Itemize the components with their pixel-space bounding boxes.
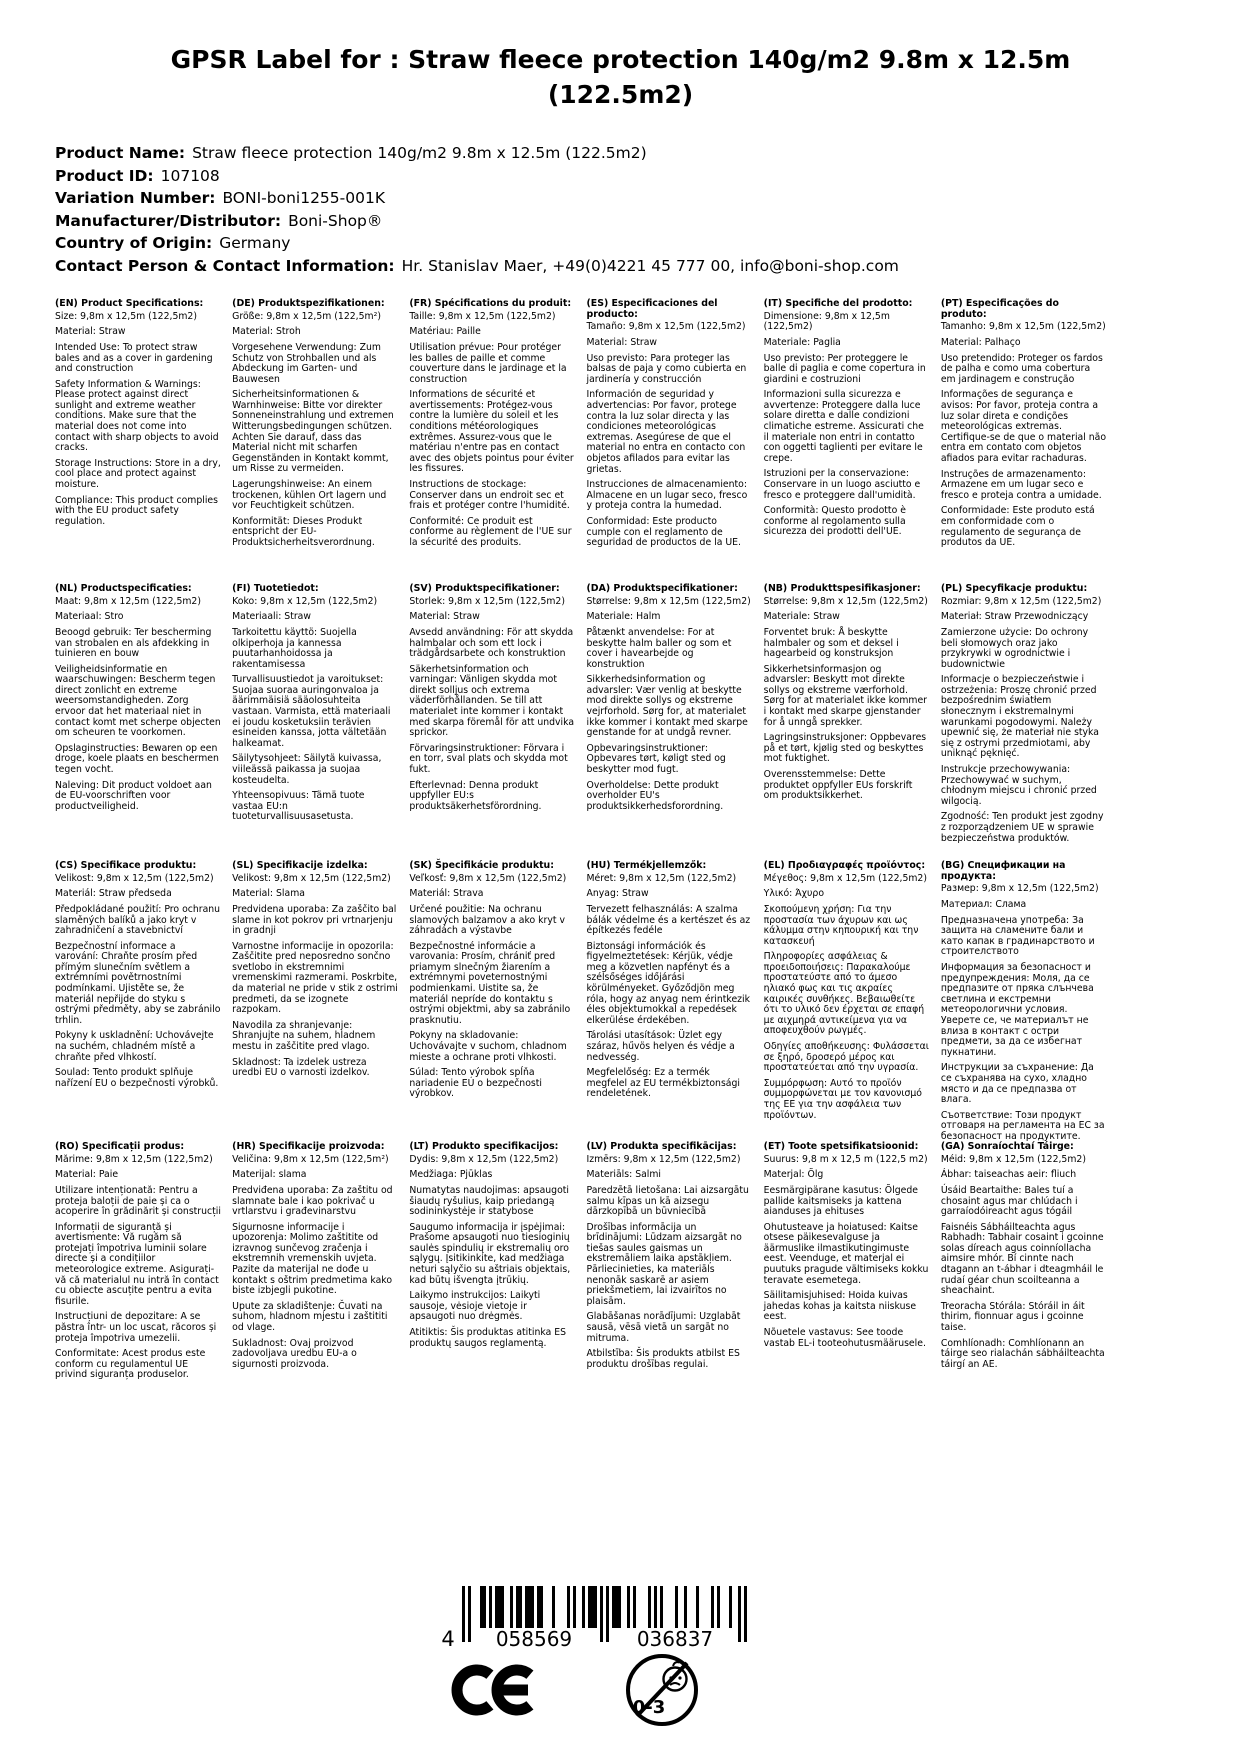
spec-paragraph: Material: Straw (55, 326, 126, 338)
spec-paragraph: Material: Straw (586, 337, 658, 349)
spec-paragraph: Ohutusteave ja hoiatused: Kaitse otsese päikesevalguse ja äärmuslike ilmastikutingimuste eest. Veenduge, et materjal ei puutuks pragude vältimiseks kokku teravate esemetega. (763, 1221, 929, 1286)
spec-paragraph: Uso pretendido: Proteger os fardos de palha e como uma cobertura em jardinagem e construção (940, 352, 1103, 385)
spec-paragraph: Atitiktis: Šis produktas atitinka ES produktų saugos reglamentą. (409, 1327, 567, 1349)
spec-paragraph: Sikkerhedsinformation og advarsler: Vær venlig at beskytte mod direkte sollys og ekstreme vejrforhold. Sørg for, at materialet ikke kommer i kontakt med skarpe genstande for at undgå revner. (586, 674, 748, 739)
spec-paragraph: Material: Straw (409, 611, 480, 623)
spec-paragraph: Tarkoitettu käyttö: Suojella olkiperhoja ja kannessa puutarhanhoidossa ja rakentamisessa (232, 626, 357, 670)
spec-block-body (941, 884, 1107, 1142)
spec-block-body (232, 874, 398, 1079)
spec-paragraph: Συμμόρφωση: Αυτό το προϊόν συμμορφώνεται με τον κανονισμό της ΕΕ για την ασφάλεια των προϊόντων. (763, 1077, 922, 1121)
spec-paragraph: Overholdelse: Dette produkt overholder EU's produktsikkerhedsforordning. (586, 779, 724, 812)
spec-paragraph: Información de seguridad y advertencias: Por favor, protege contra la luz solar directa y las condiciones meteorológicas extremas. Asegúrese de que el material no entra en contacto con objetos afilados para evitar las grietas. (586, 389, 746, 475)
product-info-row (55, 255, 899, 278)
spec-block-body (587, 874, 753, 1100)
spec-paragraph: Størrelse: 9,8m x 12,5m (122,5m2) (586, 595, 751, 607)
language-spec-block (232, 861, 398, 1084)
spec-paragraph: Uso previsto: Para proteger las balsas de paja y como cubierta en jardinería y construcción (586, 352, 747, 385)
spec-block-body (232, 597, 398, 823)
spec-paragraph: Instrucțiuni de depozitare: A se păstra într- un loc uscat, răcoros și proteja împotriva umezelii. (55, 1311, 217, 1344)
language-spec-block (764, 299, 930, 543)
language-spec-block (941, 299, 1107, 554)
spec-paragraph: Materiał: Straw Przewodniczący (940, 611, 1089, 623)
spec-block-header: (SL) Specifikacije izdelka: (232, 860, 368, 871)
spec-paragraph: Medžiaga: Pjūklas (409, 1169, 493, 1181)
spec-paragraph: Velikost: 9,8m x 12,5m (122,5m2) (55, 872, 214, 884)
spec-paragraph: Uso previsto: Per proteggere le balle di paglia e come copertura in giardini e costruzioni (763, 352, 926, 385)
product-info-row (55, 142, 899, 165)
barcode-lead-digit: 4 (441, 1627, 455, 1651)
spec-paragraph: Skladnost: Ta izdelek ustreza uredbi EU o varnosti izdelkov. (232, 1056, 370, 1079)
spec-block-body (55, 597, 221, 813)
language-spec-block (232, 1142, 398, 1375)
language-spec-block (409, 299, 575, 554)
spec-block-header: (SK) Špecifikácie produktu: (409, 860, 554, 871)
language-spec-block (409, 1142, 575, 1354)
spec-paragraph: Opslaginstructies: Bewaren op een droge, koele plaats en beschermen tegen vocht. (55, 742, 219, 776)
language-spec-block (941, 861, 1107, 1148)
spec-paragraph: Vorgesehene Verwendung: Zum Schutz von Strohballen und als Abdeckung im Garten- und Bauwesen (232, 341, 381, 385)
spec-paragraph: Informacje o bezpieczeństwie i ostrzeżenia: Proszę chronić przed bezpośrednim światłem słonecznym i ekstremalnymi warunkami pogodowymi. Należy upewnić się, że materiał nie styka się z ostrymi przedmiotami, aby uniknąć pęknięć. (940, 674, 1099, 760)
language-spec-block (764, 1142, 930, 1354)
product-info-value: Germany (219, 234, 291, 252)
spec-paragraph: Saugumo informacija ir įspėjimai: Prašome apsaugoti nuo tiesioginių saulės spindulių ir ekstremalių oro sąlygų. Įsitikinkite, kad medžiaga neturi sąlyčio su aštriais objektais, kad būtų išvengta įtrūkių. (409, 1221, 571, 1286)
spec-paragraph: Størrelse: 9,8m x 12,5m (122,5m2) (763, 595, 928, 607)
spec-block-body (55, 874, 221, 1090)
language-spec-block (232, 299, 398, 554)
language-spec-block (55, 1142, 221, 1386)
spec-paragraph: Laikymo instrukcijos: Laikyti sausoje, vėsioje vietoje ir apsaugoti nuo drėgmės. (409, 1290, 541, 1323)
spec-paragraph: Materjal: Õlg (763, 1169, 824, 1181)
spec-paragraph: Instructions de stockage: Conserver dans un endroit sec et frais et protéger contre l'humidité. (409, 479, 570, 512)
spec-paragraph: Storage Instructions: Store in a dry, cool place and protect against moisture. (55, 457, 221, 491)
spec-paragraph: Compliance: This product complies with the EU product safety regulation. (55, 494, 218, 527)
spec-paragraph: Bezpečnostné informácie a varovania: Prosím, chrániť pred priamym slnečným žiarením a extrémnymi poveternostnými podmienkami. Uistite sa, že materiál nepríde do kontaktu s ostrými objektmi, aby sa zabránilo prasknutiu. (409, 940, 571, 1026)
spec-paragraph: Predvidena uporaba: Za zaščito bal slame in kot pokrov pri vrtnarjenju in gradnji (232, 903, 397, 937)
spec-paragraph: Biztonsági információk és figyelmeztetések: Kérjük, védje meg a közvetlen napfényt és a szélsőséges időjárási körülményeket. Győződjön meg róla, hogy az anyag nem érintkezik éles objektumokkal a repedések elkerülése érdekében. (586, 940, 751, 1026)
spec-paragraph: Πληροφορίες ασφάλειας & προειδοποιήσεις: Παρακαλούμε προστατεύστε από το άμεσο ηλιακό φως και τις ακραίες καιρικές συνθήκες. Βεβαιωθείτε ότι το υλικό δεν έρχεται σε επαφή με αιχμηρά αντικείμενα για να αποφευχθούν ρωγμές. (763, 951, 925, 1037)
product-info-row (55, 187, 899, 210)
spec-paragraph: Utilisation prévue: Pour protéger les balles de paille et comme couverture dans le jardinage et la construction (409, 341, 567, 385)
spec-paragraph: Treoracha Stórála: Stóráil in áit thirim, fionnuar agus i gcoinne taise. (940, 1300, 1085, 1334)
spec-paragraph: Инструкции за съхранение: Да се съхранява на сухо, хладно място и да се предпазва от влага. (940, 1062, 1094, 1106)
spec-block-body (409, 312, 575, 549)
spec-paragraph: Beoogd gebruik: Ter bescherming van strobalen en als afdekking in tuinieren en bouw (55, 626, 212, 660)
age-warning-0-3-icon (622, 1650, 702, 1730)
spec-paragraph: Intended Use: To protect straw bales and as a cover in gardening and construction (55, 341, 213, 375)
spec-block-body (409, 1155, 575, 1350)
ean13-barcode (432, 1586, 752, 1656)
spec-block-body (941, 1155, 1107, 1371)
spec-paragraph: Lagerungshinweise: An einem trockenen, kühlen Ort lagern und vor Feuchtigkeit schützen. (232, 479, 387, 512)
spec-paragraph: Drošības informācija un brīdinājumi: Lūdzam aizsargāt no tiešas saules gaismas un ekstremāliem laika apstākļiem. Pārliecinieties, ka materiāls nenonāk saskarē ar asiem priekšmetiem, lai izvairītos no plaisām. (586, 1221, 742, 1307)
spec-paragraph: Informazioni sulla sicurezza e avvertenze: Proteggere dalla luce solare diretta e dalle condizioni climatiche estreme. Assicurati che il materiale non entri in contatto con oggetti taglienti per evitare le crepe. (763, 389, 924, 464)
spec-paragraph: Súlad: Tento výrobok spĺňa nariadenie EÚ o bezpečnosti výrobkov. (409, 1067, 542, 1100)
page-title: GPSR Label for : Straw fleece protection 140g/m2 9.8m x 12.5m (122.5m2) (170, 45, 1071, 109)
spec-paragraph: Lagringsinstruksjoner: Oppbevares på et tørt, kjølig sted og beskyttes mot fuktighet. (763, 732, 927, 765)
spec-paragraph: Koko: 9,8m x 12,5m (122,5m2) (232, 595, 378, 607)
spec-block-header: (NL) Productspecificaties: (55, 583, 192, 594)
spec-paragraph: Efterlevnad: Denna produkt uppfyller EU:s produktsäkerhetsförordning. (409, 779, 542, 812)
spec-paragraph: Tamanho: 9,8m x 12,5m (122,5m2) (940, 321, 1106, 333)
product-info-value: Hr. Stanislav Maer, +49(0)4221 45 777 00, info@boni-shop.com (401, 256, 899, 275)
spec-paragraph: Pokyny k uskladnění: Uchovávejte na suchém, chladném místě a chraňte před vlhkostí. (55, 1030, 214, 1063)
spec-block-header: (DA) Produktspecifikationer: (586, 583, 738, 594)
ce-mark-icon (450, 1662, 538, 1718)
spec-block-header: (CS) Specifikace produktu: (55, 860, 197, 871)
spec-block-body (764, 1155, 930, 1350)
spec-paragraph: Méret: 9,8m x 12,5m (122,5m2) (586, 872, 737, 884)
spec-paragraph: Dydis: 9,8m x 12,5m (122,5m2) (409, 1153, 559, 1165)
spec-paragraph: Instrukcje przechowywania: Przechowywać w suchym, chłodnym miejscu i chronić przed wilgocią. (940, 764, 1097, 807)
spec-paragraph: Instrucciones de almacenamiento: Almacene en un lugar seco, fresco y proteja contra la humedad. (586, 479, 748, 512)
spec-paragraph: Sukladnost: Ovaj proizvod zadovoljava uredbu EU-a o sigurnosti proizvoda. (232, 1337, 357, 1370)
spec-paragraph: Eesmärgipärane kasutus: Õlgede pallide kaitsmiseks ja kattena aianduses ja ehituses (763, 1184, 918, 1218)
spec-block-header: (RO) Specificații produs: (55, 1141, 185, 1152)
spec-paragraph: Conformidad: Este producto cumple con el reglamento de seguridad de productos de la UE. (586, 515, 741, 549)
product-info-label: Product ID: (55, 166, 154, 185)
spec-block-body (409, 597, 575, 813)
spec-block-body (55, 1155, 221, 1381)
spec-paragraph: Konformität: Dieses Produkt entspricht der EU-Produktsicherheitsverordnung. (232, 515, 375, 548)
spec-paragraph: Material: Paie (55, 1169, 119, 1181)
spec-paragraph: Úsáid Beartaithe: Bales tuí a chosaint agus mar chlúdach i garraíodóireacht agus tógáil (940, 1184, 1078, 1218)
spec-paragraph: Materiale: Straw (763, 611, 840, 623)
language-spec-block (764, 861, 930, 1126)
product-info-value: Boni-Shop® (288, 211, 383, 230)
spec-block-header: (PL) Specyfikacje produktu: (940, 583, 1088, 594)
ce-letter-c (457, 1670, 490, 1710)
spec-paragraph: Paredzētā lietošana: Lai aizsargātu salmu kīpas un kā aizsegu dārzkopībā un būvniecībā (586, 1184, 749, 1218)
spec-paragraph: Sicherheitsinformationen & Warnhinweise: Bitte vor direkter Sonneneinstrahlung und extremen Witterungsbedingungen schützen. Achten Sie darauf, dass das Material nicht mit scharfen Gegenständen in Kontakt kommt, um Risse zu vermeiden. (232, 389, 394, 475)
spec-paragraph: Anyag: Straw (586, 888, 649, 900)
spec-paragraph: Yhteensopivuus: Tämä tuote vastaa EU:n tuoteturvallisuusasetusta. (232, 790, 365, 823)
spec-paragraph: Ábhar: taiseachas aeir: fliuch (940, 1169, 1077, 1181)
spec-paragraph: Materiale: Paglia (763, 336, 841, 348)
spec-paragraph: Conformidade: Este produto está em conformidade com o regulamento de segurança de produtos da UE. (940, 505, 1095, 549)
product-info-value: BONI-boni1255-001K (222, 189, 385, 207)
spec-paragraph: Conformité: Ce produit est conforme au règlement de l'UE sur la sécurité des produits. (409, 515, 572, 548)
spec-paragraph: Maat: 9,8m x 12,5m (122,5m2) (55, 595, 201, 607)
language-spec-block (764, 584, 930, 807)
spec-paragraph: Avsedd användning: För att skydda halmbalar och som ett lock i trädgårdsarbete och konstruktion (409, 626, 574, 660)
spec-paragraph: Taille: 9,8m x 12,5m (122,5m2) (409, 310, 556, 322)
spec-paragraph: Storlek: 9,8m x 12,5m (122,5m2) (409, 595, 565, 607)
spec-block-header: (EN) Product Specifications: (55, 298, 204, 309)
spec-paragraph: Materiaal: Stro (55, 611, 124, 623)
spec-paragraph: Säilitamisjuhised: Hoida kuivas jahedas kohas ja kaitsta niiskuse eest. (763, 1290, 917, 1323)
spec-paragraph: Istruzioni per la conservazione: Conservare in un luogo asciutto e fresco e proteggere dall'umidità. (763, 468, 921, 501)
spec-block-header: (NB) Produkttspesifikasjoner: (763, 583, 921, 594)
spec-paragraph: Nõuetele vastavus: See toode vastab EL-i tooteohutusmäärusele. (763, 1327, 926, 1349)
spec-paragraph: Forventet bruk: Å beskytte halmbaler og som et deksel i hagearbeid og konstruksjon (763, 626, 899, 660)
spec-block-body (587, 1155, 753, 1371)
spec-paragraph: Comhlíonadh: Comhlíonann an táirge seo rialachán sábháilteachta táirgí an AE. (940, 1337, 1105, 1370)
spec-paragraph: Material: Stroh (232, 326, 301, 338)
spec-block-header: (IT) Specifiche del prodotto: (763, 298, 913, 309)
spec-paragraph: Größe: 9,8m x 12,5m (122,5m²) (232, 310, 381, 322)
spec-block-header: (LT) Produkto specifikacijos: (409, 1141, 559, 1152)
spec-block-body (232, 312, 398, 549)
spec-paragraph: Οδηγίες αποθήκευσης: Φυλάσσεται σε ξηρό, δροσερό μέρος και προστατεύεται από την υγρασία. (763, 1041, 929, 1074)
language-spec-block (941, 1142, 1107, 1375)
spec-paragraph: Tervezett felhasználás: A szalma bálák védelme és a kertészet és az építkezés fedéle (586, 903, 751, 937)
spec-paragraph: Μέγεθος: 9,8m x 12,5m (122,5m2) (763, 872, 927, 884)
spec-paragraph: Opbevaringsinstruktioner: Opbevares tørt, køligt sted og beskytter mod fugt. (586, 742, 726, 776)
spec-paragraph: Tárolási utasítások: Üzlet egy száraz, hűvös helyen és védje a nedvesség. (586, 1030, 735, 1063)
spec-paragraph: Material: Palhaço (940, 337, 1021, 349)
spec-paragraph: Rozmiar: 9,8m x 12,5m (122,5m2) (940, 595, 1102, 607)
barcode-left-digits: 058569 (495, 1627, 573, 1651)
spec-paragraph: Materiál: Strava (409, 888, 484, 900)
spec-paragraph: Informações de segurança e avisos: Por favor, proteja contra a luz solar direta e condições meteorológicas extremas. Certifique-se de que o material não entra em contato com objetos afiados para evitar rachaduras. (940, 389, 1107, 464)
spec-paragraph: Informations de sécurité et avertissements: Protégez-vous contre la lumière du soleil et les conditions météorologiques extrêmes. Assurez-vous que le matériau n'entre pas en contact avec des objets pointus pour éviter les fissures. (409, 389, 574, 475)
spec-block-body (941, 322, 1107, 548)
spec-paragraph: Veľkosť: 9,8m x 12,5m (122,5m2) (409, 872, 567, 884)
spec-paragraph: Atbilstība: Šis produkts atbilst ES produktu drošības regulai. (586, 1348, 740, 1370)
spec-paragraph: Sikkerhetsinformasjon og advarsler: Beskytt mot direkte sollys og ekstreme værforhold. Sørg for at materialet ikke kommer i kontakt med skarpe gjenstander for å unngå sprekker. (763, 663, 928, 728)
spec-paragraph: Upute za skladištenje: Čuvati na suhom, hladnom mjestu i zaštititi od vlage. (232, 1300, 388, 1334)
spec-paragraph: Bezpečnostní informace a varování: Chraňte prosím před přímým slunečním světlem a extrémními povětrnostními podmínkami. Ujistěte se, že materiál nepřijde do styku s ostrými předměty, aby se zabránilo trhlin. (55, 940, 221, 1026)
product-info-label: Variation Number: (55, 189, 216, 207)
spec-paragraph: Материал: Слама (940, 899, 1027, 911)
spec-paragraph: Safety Information & Warnings: Please protect against direct sunlight and extreme weather conditions. Make sure that the material does not come into contact with sharp objects to avoid cracks. (55, 378, 219, 454)
spec-paragraph: Faisnéis Sábháilteachta agus Rabhadh: Tabhair cosaint i gcoinne solas díreach agus coinníollacha aimsire mhór. Bí cinnte nach dtagann an t-ábhar i dteagmháil le rudaí géar chun scoilteanna a sheachaint. (940, 1221, 1104, 1297)
spec-paragraph: Materiāls: Salmi (586, 1169, 662, 1181)
spec-block-header: (HU) Termékjellemzők: (586, 860, 707, 871)
spec-block-header: (ES) Especificaciones del producto: (586, 298, 718, 320)
age-range-label: 0-3 (632, 1697, 666, 1718)
spec-block-body (764, 874, 930, 1121)
spec-paragraph: Megfelelőség: Ez a termék megfelel az EU termékbiztonsági rendeletének. (586, 1067, 740, 1100)
spec-paragraph: Materiál: Straw předseda (55, 888, 172, 900)
spec-paragraph: Méid: 9,8m x 12,5m (122,5m2) (940, 1153, 1086, 1165)
spec-block-header: (HR) Specifikacije proizvoda: (232, 1141, 385, 1152)
spec-paragraph: Veiligheidsinformatie en waarschuwingen: Bescherm tegen direct zonlicht en extreme weersomstandigheden. Zorg ervoor dat het materiaal niet in contact komt met scherpe objecten om scheuren te voorkomen. (55, 663, 221, 739)
spec-paragraph: Materiaali: Straw (232, 611, 311, 623)
language-spec-block (587, 584, 753, 817)
spec-paragraph: Conformità: Questo prodotto è conforme al regolamento sulla sicurezza dei prodotti dell'UE. (763, 505, 906, 538)
spec-block-header: (LV) Produkta specifikācijas: (586, 1141, 737, 1152)
spec-block-header: (PT) Especificações do produto: (940, 298, 1059, 320)
language-spec-block (409, 861, 575, 1105)
spec-paragraph: Určené použitie: Na ochranu slamových balzamov a ako kryt v záhradách a výstavbe (409, 903, 565, 937)
spec-paragraph: Glabāšanas norādījumi: Uzglabāt sausā, vēsā vietā un sargāt no mitruma. (586, 1311, 741, 1344)
spec-paragraph: Numatytas naudojimas: apsaugoti šiaudų ryšulius, kaip priedangą sodininkystėje ir statybose (409, 1184, 569, 1218)
spec-paragraph: Matériau: Paille (409, 326, 481, 338)
spec-paragraph: Soulad: Tento produkt splňuje nařízení EU o bezpečnosti výrobků. (55, 1067, 219, 1089)
product-info-value: 107108 (160, 166, 220, 185)
spec-block-body (941, 597, 1107, 844)
spec-block-body (232, 1155, 398, 1371)
spec-paragraph: Size: 9,8m x 12,5m (122,5m2) (55, 310, 197, 322)
spec-paragraph: Mărime: 9,8m x 12,5m (122,5m2) (55, 1153, 213, 1165)
spec-paragraph: Velikost: 9,8m x 12,5m (122,5m2) (232, 872, 391, 884)
spec-paragraph: Dimensione: 9,8m x 12,5m (122,5m2) (763, 310, 890, 333)
spec-block-header: (ET) Toote spetsifikatsioonid: (763, 1141, 919, 1152)
spec-paragraph: Suurus: 9,8 m x 12,5 m (122,5 m2) (763, 1153, 928, 1165)
spec-paragraph: Materiale: Halm (586, 611, 661, 623)
spec-paragraph: Navodila za shranjevanje: Shranjujte na suhem, hladnem mestu in zaščitite pred vlago. (232, 1019, 376, 1053)
spec-paragraph: Varnostne informacije in opozorila: Zaščitite pred neposredno sončno svetlobo in ekstremnimi vremenskimi razmerami. Poskrbite, da material ne pride v stik z ostrimi predmeti, da se izognete razpokam. (232, 940, 398, 1016)
spec-paragraph: Veličina: 9,8m x 12,5m (122,5m²) (232, 1153, 389, 1165)
product-info-label: Manufacturer/Distributor: (55, 211, 282, 230)
spec-block-header: (BG) Спецификации на продукта: (940, 860, 1066, 882)
spec-paragraph: Materijal: slama (232, 1169, 307, 1181)
spec-paragraph: Tamaño: 9,8m x 12,5m (122,5m2) (586, 321, 746, 333)
spec-paragraph: Säkerhetsinformation och varningar: Vänligen skydda mot direkt solljus och extrema väderförhållanden. Se till att materialet inte kommer i kontakt med skarpa föremål för att undvika sprickor. (409, 663, 575, 739)
spec-paragraph: Съответствие: Този продукт отговаря на регламента на ЕС за безопасност на продуктите. (940, 1109, 1105, 1142)
language-spec-block (587, 861, 753, 1105)
product-info-label: Product Name: (55, 144, 186, 162)
language-spec-block (587, 1142, 753, 1375)
spec-block-body (587, 322, 753, 548)
spec-paragraph: Zamierzone użycie: Do ochrony beli słomowych oraz jako przykrywki w ogrodnictwie i budownictwie (940, 626, 1089, 670)
spec-block-header: (EL) Προδιαγραφές προϊόντος: (763, 860, 926, 871)
spec-block-body (764, 312, 930, 538)
product-info-row (55, 210, 899, 233)
spec-paragraph: Υλικό: Άχυρο (763, 888, 825, 900)
spec-paragraph: Предназначена употреба: За защита на сламените бали и като капак в градинарството и строителството (940, 914, 1095, 958)
spec-paragraph: Pokyny na skladovanie: Uchovávajte v suchom, chladnom mieste a ochrane proti vlhkosti. (409, 1030, 567, 1063)
spec-paragraph: Информация за безопасност и предупреждения: Моля, да се предпазите от пряка слънчева светлина и екстремни метеорологични условия. Уверете се, че материалът не влиза в контакт с остри предмети, за да се избегнат пукнатини. (940, 962, 1094, 1058)
spec-paragraph: Material: Slama (232, 888, 305, 900)
language-spec-grid (55, 299, 1107, 1386)
spec-block-header: (FI) Tuotetiedot: (232, 583, 319, 594)
spec-paragraph: Predviđena uporaba: Za zaštitu od slamnate bale i kao pokrivač u vrtlarstvu i građevinarstvu (232, 1184, 393, 1218)
product-info-label: Country of Origin: (55, 234, 213, 252)
spec-paragraph: Påtænkt anvendelse: For at beskytte halm baller og som et cover i havearbejde og konstruktion (586, 626, 732, 670)
spec-paragraph: Instruções de armazenamento: Armazene em um lugar seco e fresco e proteja contra a umidade. (940, 468, 1102, 501)
product-info (55, 142, 899, 277)
language-spec-block (55, 861, 221, 1094)
spec-paragraph: Σκοπούμενη χρήση: Για την προστασία των άχυρων και ως κάλυμμα στην κηπουρική και την κατασκευή (763, 903, 919, 947)
product-info-row (55, 165, 899, 188)
spec-paragraph: Informații de siguranță și avertismente: Vă rugăm să protejați împotriva luminii solare directe și a condițiilor meteorologice extreme. Asigurați-vă că materialul nu intră în contact cu obiecte ascuțite pentru a evita fisurile. (55, 1221, 219, 1307)
spec-block-header: (GA) Sonraíochtaí Táirge: (940, 1141, 1074, 1152)
spec-paragraph: Zgodność: Ten produkt jest zgodny z rozporządzeniem UE w sprawie bezpieczeństwa produktów. (940, 811, 1104, 844)
language-spec-block (941, 584, 1107, 849)
spec-paragraph: Naleving: Dit product voldoet aan de EU-voorschriften voor productveiligheid. (55, 779, 212, 812)
spec-block-header: (FR) Spécifications du produit: (409, 298, 572, 309)
spec-paragraph: Conformitate: Acest produs este conform cu regulamentul UE privind siguranța produselor. (55, 1348, 206, 1381)
spec-paragraph: Förvaringsinstruktioner: Förvara i en torr, sval plats och skydda mot fukt. (409, 742, 568, 776)
spec-block-body (55, 312, 221, 528)
product-info-row (55, 232, 899, 255)
product-info-value: Straw fleece protection 140g/m2 9.8m x 12.5m (122.5m2) (192, 144, 647, 162)
spec-paragraph: Overensstemmelse: Dette produktet oppfyller EUs forskrift om produktsikkerhet. (763, 769, 913, 802)
language-spec-block (55, 299, 221, 532)
language-spec-block (55, 584, 221, 817)
spec-paragraph: Turvallisuustiedot ja varoitukset: Suojaa suoraa auringonvaloa ja äärimmäisiä sääolosuhteita vastaan. Varmista, että materiaali ei joudu kosketuksiin terävien esineiden kanssa, jotta vältetään halkeamat. (232, 674, 391, 749)
spec-paragraph: Säilytysohjeet: Säilytä kuivassa, viileässä paikassa ja suojaa kosteudelta. (232, 753, 382, 786)
spec-block-header: (SV) Produktspecifikationer: (409, 583, 560, 594)
spec-block-body (409, 874, 575, 1100)
spec-block-body (587, 597, 753, 813)
spec-paragraph: Izmērs: 9,8m x 12,5m (122,5m2) (586, 1153, 741, 1165)
barcode-right-digits: 036837 (636, 1627, 714, 1651)
spec-paragraph: Předpokládané použití: Pro ochranu slaměných balíků a jako kryt v zahradničení a stavebnictví (55, 903, 221, 937)
spec-paragraph: Sigurnosne informacije i upozorenja: Molimo zaštitite od izravnog sunčevog zračenja i ekstremnih vremenskih uvjeta. Pazite da materijal ne dođe u kontakt s oštrim predmetima kako biste izbjegli pukotine. (232, 1221, 393, 1297)
language-spec-block (587, 299, 753, 554)
spec-block-header: (DE) Produktspezifikationen: (232, 298, 385, 309)
language-spec-block (409, 584, 575, 817)
language-spec-block (232, 584, 398, 828)
product-info-label: Contact Person & Contact Information: (55, 256, 395, 275)
spec-paragraph: Размер: 9,8m x 12,5m (122,5m2) (940, 883, 1099, 895)
spec-block-body (764, 597, 930, 802)
spec-paragraph: Utilizare intenționată: Pentru a proteja baloții de paie și ca o acoperire în grădinărit și construcții (55, 1184, 221, 1218)
